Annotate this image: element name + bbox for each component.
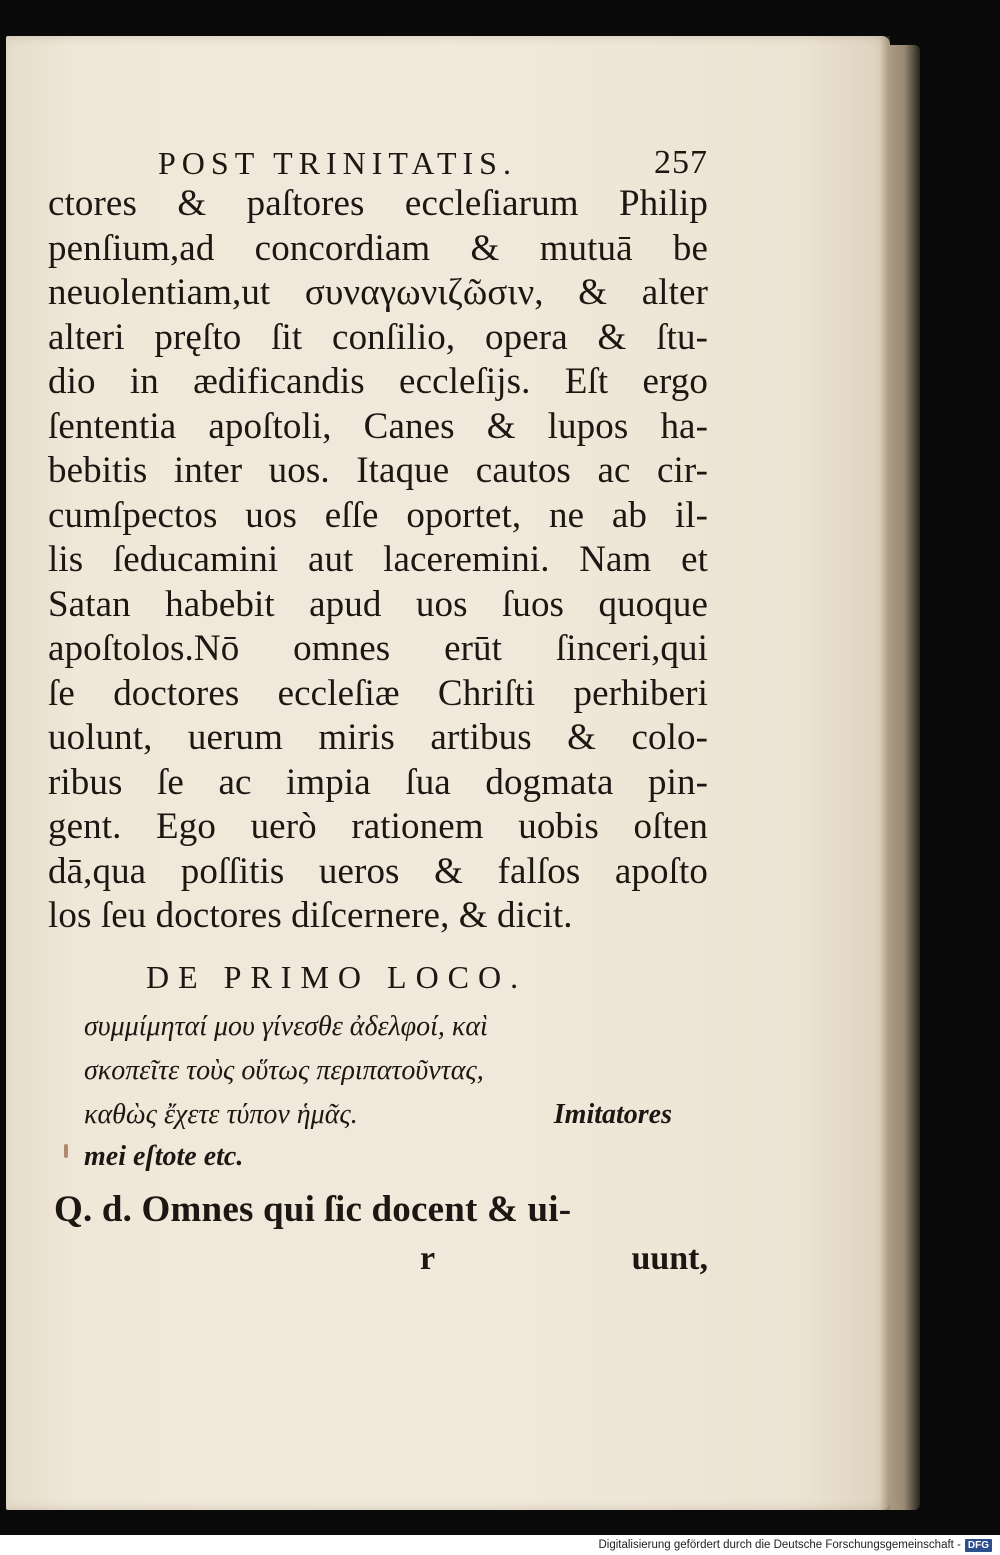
text-line: Satan habebit apud uos ſuos quoque [48,583,708,625]
greek-quotation [48,1005,708,1177]
text-line: apoſtolos.Nō omnes erūt ſinceri,qui [48,628,708,669]
greek-line: συμμίμηταί μου γίνεσθε ἀδελφοί, καὶ [84,1010,488,1042]
text-line: los ſeu doctores diſcernere, & dicit. [48,895,573,936]
catchword-line [48,1235,708,1283]
signature-mark: r [420,1239,436,1277]
latin-translation-end: mei eſtote etc. [84,1140,244,1172]
dfg-logo: DFG [965,1539,992,1552]
text-line: ribus ſe ac impia ſua dogmata pin- [48,761,708,803]
text-line: ctores & paſtores eccleſiarum Philip [48,183,708,224]
greek-line [48,1093,672,1137]
latin-translation-start: Imitatores [553,1098,672,1130]
funding-footer [0,1535,1000,1555]
page-edge-shading [880,36,890,1510]
folio-number: 257 [654,144,708,181]
text-line: alteri pręſto ſit conſilio, opera & ſtu- [48,316,708,358]
book-page [6,36,890,1510]
text-line: gent. Ego uerò rationem uobis oſten [48,806,708,847]
greek-line: σκοπεῖτε τοὺς οὕτως περιπατοῦντας, [84,1054,484,1086]
funding-note: Digitalisierung gefördert durch die Deutsche Forschungsgemeinschaft - [598,1539,961,1551]
text-line: ſententia apoſtoli, Canes & lupos ha- [48,405,708,447]
section-heading: DE PRIMO LOCO. [146,959,528,995]
text-line: neuolentiam,ut συναγωνιζῶσιν, & alter [48,272,708,313]
body-text [48,182,708,939]
text-line: Q. d. Omnes qui ſic docent & ui- [54,1188,572,1230]
text-line: cumſpectos uos eſſe oportet, ne ab il- [48,494,708,536]
text-line: lis ſeducamini aut laceremini. Nam et [48,539,708,580]
text-line: bebitis inter uos. Itaque cautos ac cir- [48,450,708,491]
text-line: dio in ædificandis eccleſijs. Eſt ergo [48,361,708,402]
text-line: dā,qua poſſitis ueros & falſos apoſto [48,850,708,892]
greek-line-end: καθὼς ἔχετε τύπον ἡμᾶς. [84,1098,358,1130]
text-line: ſe doctores eccleſiæ Chriſti perhiberi [48,672,708,714]
running-head [48,126,708,182]
running-head-title: POST TRINITATIS. [158,145,517,181]
text-line: uolunt, uerum miris artibus & colo- [48,717,708,758]
text-line: penſium,ad concordiam & mutuā be [48,227,708,269]
text-block [48,126,708,1283]
catchword: uunt, [631,1239,708,1277]
